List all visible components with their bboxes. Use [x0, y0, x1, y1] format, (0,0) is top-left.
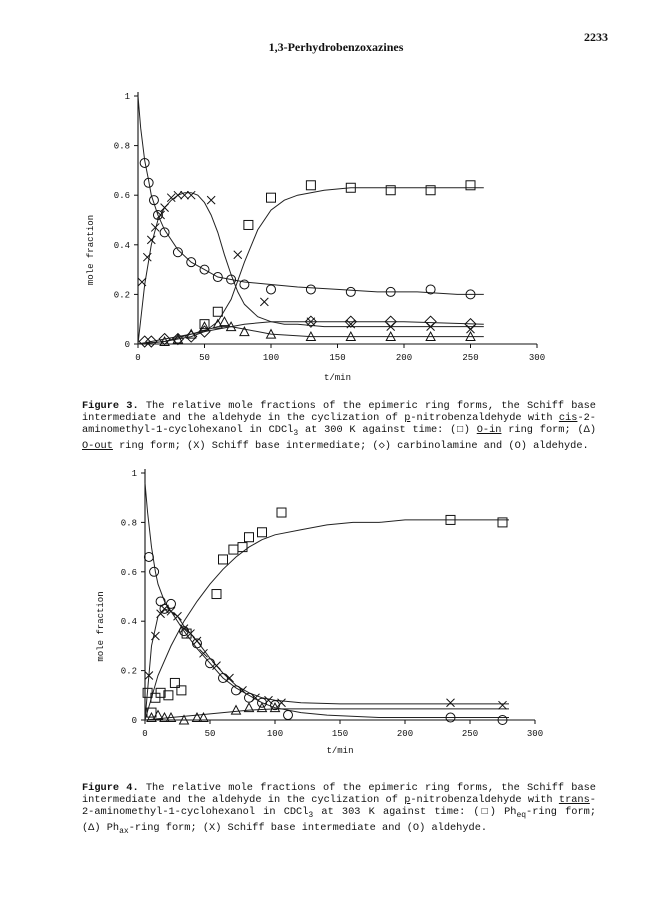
caption-text: The relative mole fractions of the epimeric ring forms, the Schiff base intermediate and the aldehyde in the cyclization of [82, 782, 596, 806]
caption-text: -ring form; (X) Schiff base intermediate and (O) aldehyde. [128, 822, 488, 834]
square-marker [258, 528, 267, 537]
diamond-marker [425, 316, 436, 327]
figure-4-label: Figure 4. [82, 782, 139, 794]
caption-text: O-in [476, 424, 502, 436]
fig4-y-tick-label: 1 [131, 469, 137, 479]
fig4-y-tick-label: 0.4 [120, 617, 137, 628]
fig3-x-tick-label: 250 [462, 353, 479, 363]
square-marker [229, 545, 238, 554]
circle-marker [245, 693, 254, 702]
triangle-marker [220, 317, 229, 326]
fig3-fit-curve [138, 188, 484, 344]
circle-marker [232, 686, 241, 695]
caption-text: p [404, 412, 411, 424]
square-marker [277, 508, 286, 517]
figure-3-caption [82, 400, 596, 452]
circle-marker [271, 701, 280, 710]
fig3-y-tick-label: 0.4 [113, 240, 130, 251]
fig3-x-tick-label: 50 [199, 353, 210, 363]
fig4-y-tick-label: 0 [131, 716, 137, 726]
caption-text: -2-aminomethyl-1-cyclohexanol in CDCl [82, 412, 596, 436]
fig3-y-tick-label: 0.6 [113, 191, 130, 202]
square-marker [213, 307, 222, 316]
fig4-x-tick-label: 200 [396, 729, 414, 739]
caption-text: at 300 K against time: (□) [298, 424, 477, 436]
x-marker [234, 251, 242, 259]
circle-marker [240, 280, 249, 289]
caption-subscript: 3 [308, 811, 314, 820]
fig3-series-circle [138, 96, 484, 299]
fig3-series-x [138, 191, 484, 344]
fig4-y-tick-label: 0.6 [120, 567, 137, 578]
circle-marker [167, 599, 176, 608]
fig4-x-tick-label: 250 [461, 729, 479, 739]
caption-text: -ring form; (Δ) Ph [82, 806, 596, 834]
fig4-y-tick-label: 0.8 [120, 518, 137, 529]
square-marker [426, 186, 435, 195]
circle-marker [150, 567, 159, 576]
caption-text: -2-aminomethyl-1-cyclohexanol in CDCl [82, 794, 596, 818]
fig3-x-tick-label: 0 [135, 353, 141, 363]
caption-text: The relative mole fractions of the epimeric ring forms, the Schiff base intermediate and the aldehyde in the cyclization of [82, 400, 596, 424]
square-marker [244, 220, 253, 229]
square-marker [245, 533, 254, 542]
caption-subscript: ax [119, 827, 129, 836]
fig3-y-tick-label: 0.8 [113, 141, 130, 152]
fig3-y-tick-label: 0.2 [113, 290, 130, 301]
page-number: 2233 [584, 30, 608, 44]
circle-marker [144, 552, 153, 561]
fig3-series-square [138, 181, 484, 344]
fig4-x-tick-label: 50 [204, 729, 216, 739]
running-title: 1,3-Perhydrobenzoxazines [268, 40, 404, 54]
fig4-x-tick-label: 300 [526, 729, 544, 739]
square-marker [386, 186, 395, 195]
triangle-marker [232, 706, 241, 715]
x-marker [447, 699, 455, 707]
x-marker [193, 637, 201, 645]
x-marker [260, 298, 268, 306]
fig3-y-tick-label: 0 [124, 340, 130, 350]
square-marker [466, 181, 475, 190]
square-marker [306, 181, 315, 190]
square-marker [498, 518, 507, 527]
caption-subscript: eq [516, 811, 527, 820]
fig4-series-x [145, 605, 509, 720]
caption-text: ring form; (X) Schiff base intermediate; (◇) carbinolamine and (O) aldehyde. [112, 440, 589, 452]
caption-text: cis [558, 412, 578, 424]
figure-4-chart [0, 465, 672, 775]
fig3-x-tick-label: 100 [262, 353, 280, 363]
x-marker [147, 236, 155, 244]
caption-text: trans [558, 794, 590, 806]
x-marker [174, 191, 182, 199]
fig4-fit-curve [145, 609, 509, 720]
circle-marker [267, 285, 276, 294]
fig4-x-tick-label: 0 [142, 729, 148, 739]
caption-text: O-out [82, 440, 113, 452]
fig3-y-axis-label: mole fraction [86, 214, 96, 286]
x-marker [151, 632, 159, 640]
fig4-series-circle [144, 483, 509, 725]
square-marker [212, 590, 221, 599]
fig3-x-tick-label: 200 [395, 353, 413, 363]
circle-marker [346, 287, 355, 296]
fig3-x-axis-label: t/min [323, 373, 352, 383]
fig4-fit-curve [145, 483, 509, 718]
caption-text: p [404, 794, 411, 806]
x-marker [207, 196, 215, 204]
fig4-x-tick-label: 100 [266, 729, 284, 739]
square-marker [219, 555, 228, 564]
caption-text: ring form; (Δ) [501, 424, 596, 436]
fig4-series-square [143, 508, 509, 720]
fig4-x-tick-label: 150 [331, 729, 349, 739]
circle-marker [284, 711, 293, 720]
fig4-x-axis-label: t/min [326, 746, 354, 756]
caption-text: -nitrobenzaldehyde with [410, 794, 559, 806]
triangle-marker [154, 711, 163, 720]
caption-text: -nitrobenzaldehyde with [410, 412, 559, 424]
x-marker [161, 204, 169, 212]
fig3-x-tick-label: 150 [329, 353, 346, 363]
caption-text: at 303 K against time: (□) Ph [313, 806, 517, 818]
square-marker [267, 193, 276, 202]
fig4-y-tick-label: 0.2 [120, 666, 137, 677]
x-marker [143, 253, 151, 261]
fig3-y-tick-label: 1 [124, 92, 130, 102]
fig3-x-tick-label: 300 [528, 353, 546, 363]
circle-marker [306, 285, 315, 294]
fig4-y-axis-label: mole fraction [96, 591, 106, 662]
figure-4-caption [82, 782, 596, 838]
x-marker [499, 701, 507, 709]
figure-3-label: Figure 3. [82, 400, 139, 412]
caption-subscript: 3 [293, 429, 299, 438]
fig4-fit-curve [145, 520, 509, 720]
